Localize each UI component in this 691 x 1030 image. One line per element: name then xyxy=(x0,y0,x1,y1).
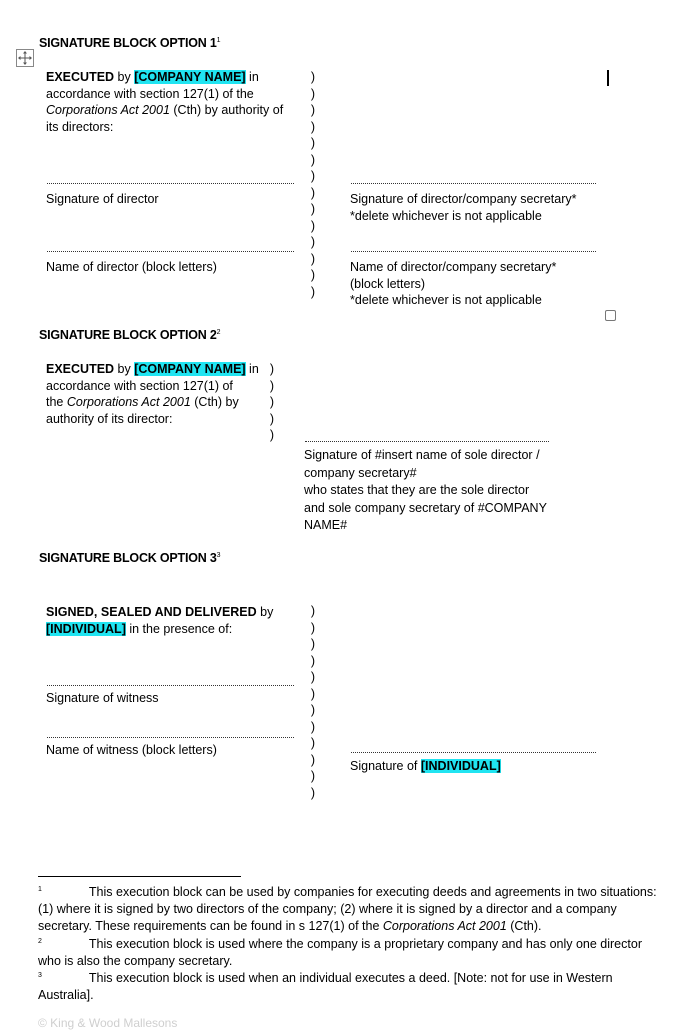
director-signature-line xyxy=(47,183,294,184)
director-name-label: Name of director (block letters) xyxy=(46,260,217,274)
block3-heading: SIGNATURE BLOCK OPTION $3^3$ xyxy=(39,551,221,565)
director-signature-label: Signature of director xyxy=(46,192,159,206)
individual-placeholder[interactable]: [INDIVIDUAL] xyxy=(420,759,501,773)
table-move-handle[interactable] xyxy=(16,49,34,67)
witness-signature-line xyxy=(47,685,294,686)
footnote-3: $^3$ This execution block is used when an individual executes a deed. [Note: not for use in Western Australia]. xyxy=(38,971,613,1003)
individual-signature-line xyxy=(351,752,596,753)
sole-director-signature-line xyxy=(305,441,549,442)
secretary-name-line xyxy=(351,251,596,252)
block1-executed-clause: EXECUTED by [COMPANY NAME] in accordance with section 127(1) of the Corporations Act 2001 (Cth) by authority of its directors: xyxy=(46,70,284,134)
block2-heading: SIGNATURE BLOCK OPTION $2^2$ xyxy=(39,328,221,342)
company-name-placeholder[interactable]: [COMPANY NAME] xyxy=(134,362,246,376)
company-name-placeholder[interactable]: [COMPANY NAME] xyxy=(134,70,246,84)
witness-name-line xyxy=(47,737,294,738)
director-name-line xyxy=(47,251,294,252)
secretary-name-label: Name of director/company secretary* (block letters) *delete whichever is not applicable xyxy=(350,260,557,307)
individual-placeholder[interactable]: [INDIVIDUAL] xyxy=(46,621,126,636)
move-icon xyxy=(17,50,33,66)
footnote-1: $^1$ This execution block can be used by companies for executing deeds and agreements in two situations: (1) where it is signed by two directors of the company; (2) where it is signed by a director and a company secretary. These requirements can be found in s 127(1) of the Corporations Act 2001 (Cth). xyxy=(38,885,657,934)
block3-brackets: ) ) ) ) ) ) ) ) ) ) ) ) xyxy=(310,604,316,800)
footer-copyright: © King & Wood Mallesons xyxy=(38,1016,178,1030)
block1-heading: SIGNATURE BLOCK OPTION $1^1$ xyxy=(39,36,221,50)
witness-name-label: Name of witness (block letters) xyxy=(46,743,217,757)
block3-signed-clause: SIGNED, SEALED AND DELIVERED by [INDIVIDUAL] in the presence of: xyxy=(46,605,274,636)
secretary-signature-label: Signature of director/company secretary* *delete whichever is not applicable xyxy=(350,192,577,223)
block1-brackets: ) ) ) ) ) ) ) ) ) ) ) ) ) ) xyxy=(310,70,316,299)
block2-executed-clause: EXECUTED by [COMPANY NAME] in accordance with section 127(1) of the Corporations Act 2001 (Cth) by authority of its director: xyxy=(46,362,259,426)
content-control-checkbox[interactable] xyxy=(605,310,616,321)
secretary-signature-line xyxy=(351,183,596,184)
text-cursor xyxy=(607,70,609,86)
individual-signature-label: Signature of [INDIVIDUAL] xyxy=(350,759,501,773)
witness-signature-label: Signature of witness xyxy=(46,691,159,705)
sole-director-signature-label: Signature of #insert name of sole director / company secretary# who states that they are the sole director and sole company secretary of #COMPANY NAME# xyxy=(304,448,547,532)
footnote-2: $^2$ This execution block is used where the company is a proprietary company and has only one director who is also the company secretary. xyxy=(38,937,642,969)
block2-brackets: ) ) ) ) ) xyxy=(269,362,275,442)
footnote-separator xyxy=(38,876,241,877)
